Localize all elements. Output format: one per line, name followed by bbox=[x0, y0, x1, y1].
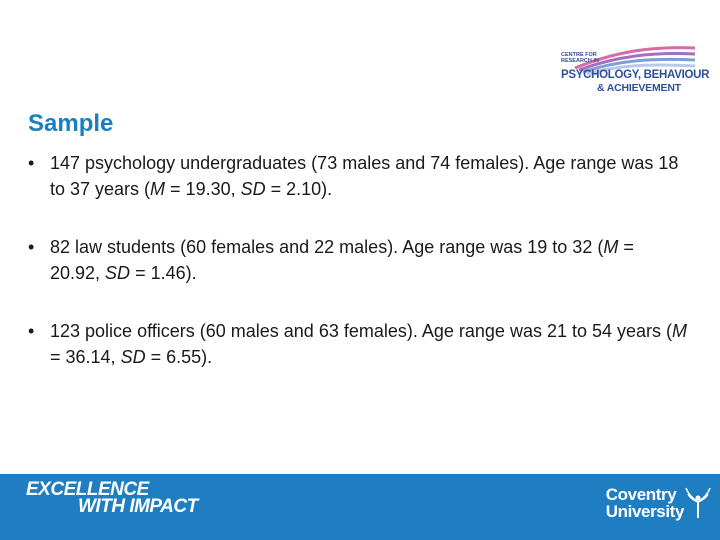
mean-label: M bbox=[672, 321, 688, 341]
sd-value: = 6.55). bbox=[145, 347, 213, 367]
logo-line-4: & ACHIEVEMENT bbox=[597, 82, 681, 94]
slide-title: Sample bbox=[28, 110, 114, 137]
mean-value: = 36.14, bbox=[50, 347, 121, 367]
university-name-line-1: Coventry bbox=[605, 485, 677, 504]
tagline-excellence: EXCELLENCE bbox=[26, 479, 149, 500]
sd-value: = 1.46). bbox=[130, 263, 197, 283]
mean-value: = 19.30, bbox=[165, 179, 241, 199]
mean-label: M bbox=[603, 237, 619, 257]
footer-bar bbox=[0, 474, 720, 540]
bullet-marker: • bbox=[28, 153, 35, 173]
mean-label: M bbox=[150, 179, 166, 199]
bullet-item bbox=[28, 318, 688, 370]
university-name-line-2: University bbox=[605, 502, 684, 521]
bullet-item bbox=[28, 234, 688, 286]
research-centre-logo bbox=[555, 44, 710, 98]
phoenix-icon bbox=[684, 486, 712, 520]
bullet-marker: • bbox=[28, 237, 35, 257]
logo-line-1: CENTRE FOR bbox=[561, 52, 597, 58]
tagline-impact: WITH IMPACT bbox=[78, 496, 198, 517]
bullet-marker: • bbox=[28, 321, 35, 341]
bullet-text: 123 police officers (60 males and 63 females). Age range was 21 to 54 years ( bbox=[50, 321, 673, 341]
logo-line-3: PSYCHOLOGY, BEHAVIOUR bbox=[561, 69, 710, 81]
bullet-text: 147 psychology undergraduates (73 males and 74 females). Age range was 18 to 37 years ( bbox=[50, 153, 679, 199]
logo-line-2: RESEARCH IN bbox=[561, 58, 599, 64]
sd-label: SD bbox=[240, 179, 266, 199]
sd-value: = 2.10). bbox=[265, 179, 333, 199]
university-name bbox=[606, 486, 684, 520]
mean-value: = 20.92, bbox=[50, 237, 634, 283]
sd-label: SD bbox=[105, 263, 131, 283]
bullet-item bbox=[28, 150, 688, 202]
bullet-text: 82 law students (60 females and 22 males). Age range was 19 to 32 ( bbox=[50, 237, 604, 257]
bullet-list bbox=[28, 150, 688, 402]
sd-label: SD bbox=[120, 347, 146, 367]
